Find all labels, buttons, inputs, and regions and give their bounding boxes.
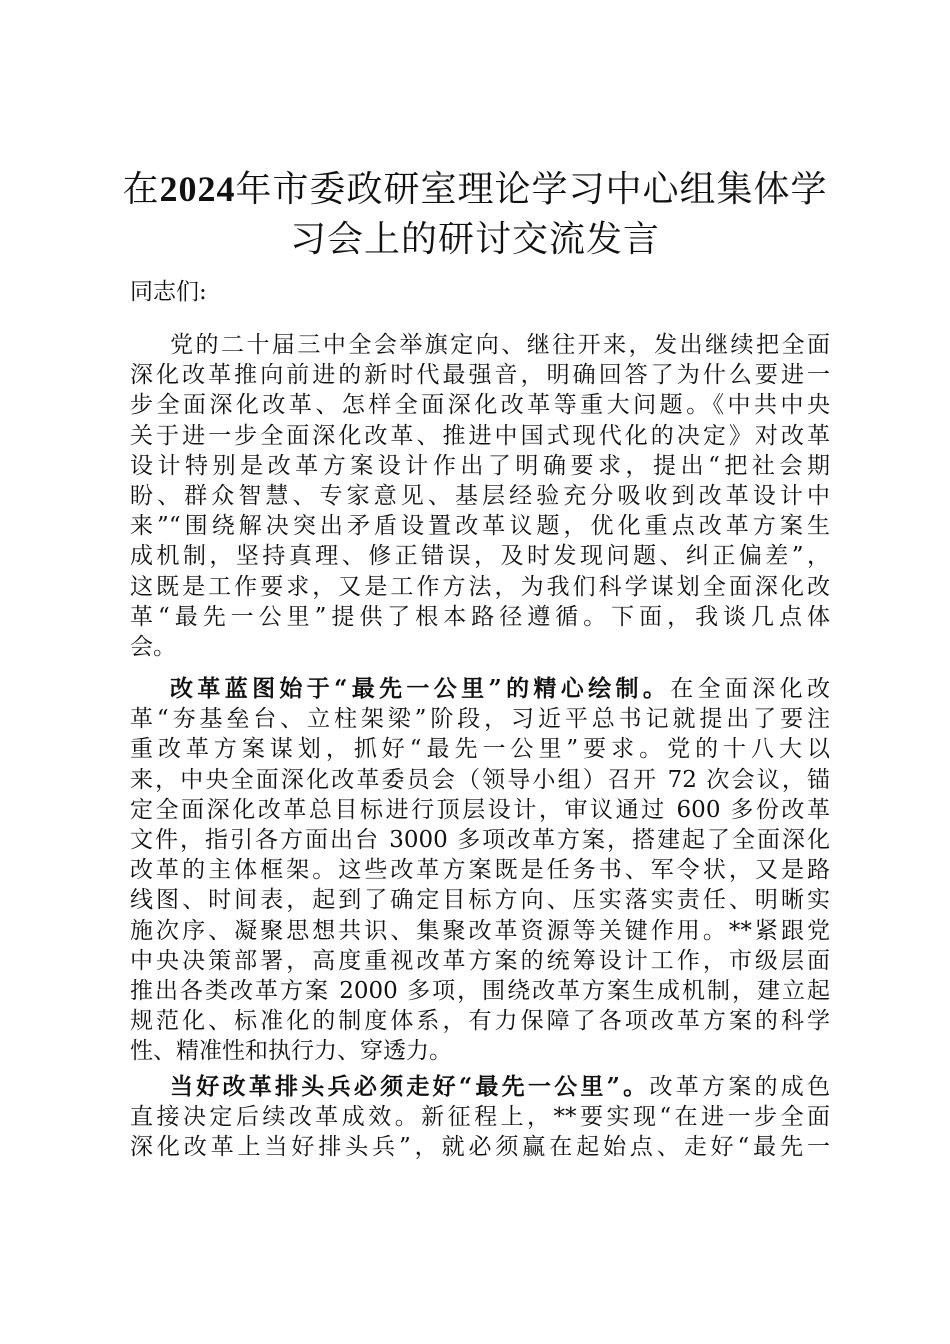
paragraph-3-first-rest: 改革方案的成色 bbox=[649, 1074, 831, 1100]
paragraph-1-line: 关于进一步全面深化改革、推进中国式现代化的决定》对改革 bbox=[130, 422, 830, 449]
title-prefix: 在 bbox=[122, 169, 160, 210]
paragraph-1-line: 设计特别是改革方案设计作出了明确要求，提出“把社会期 bbox=[130, 452, 830, 479]
paragraph-2-line: 革“夯基垒台、立柱架梁”阶段，习近平总书记就提出了要注 bbox=[130, 706, 830, 733]
paragraph-2-heading: 改革蓝图始于“最先一公里”的精心绘制。 bbox=[170, 675, 671, 702]
title-year: 2024 bbox=[159, 169, 236, 209]
paragraph-2-line: 重改革方案谋划，抓好“最先一公里”要求。党的十八大以 bbox=[130, 736, 830, 763]
paragraph-2-line: 性、精准性和执行力、穿透力。 bbox=[130, 1038, 452, 1065]
paragraph-3-line: 深化改革上当好排头兵”，就必须赢在起始点、走好“最先一 bbox=[130, 1134, 830, 1161]
paragraph-1-line: 党的二十届三中全会举旗定向、继往开来，发出继续把全面 bbox=[170, 332, 830, 358]
paragraph-1-line: 这既是工作要求，又是工作方法，为我们科学谋划全面深化改 bbox=[130, 573, 830, 600]
paragraph-2-line: 规范化、标准化的制度体系，有力保障了各项改革方案的科学 bbox=[130, 1008, 830, 1035]
paragraph-2-line: 文件，指引各方面出台 3000 多项改革方案，搭建起了全面深化 bbox=[130, 826, 830, 853]
title-suffix: 年市委政研室理论学习中心组集体学 bbox=[235, 169, 828, 210]
paragraph-1-line: 来”“围绕解决突出矛盾设置改革议题，优化重点改革方案生 bbox=[130, 513, 830, 540]
paragraph-2 bbox=[130, 674, 830, 1066]
paragraph-3-heading: 当好改革排头兵必须走好“最先一公里”。 bbox=[170, 1073, 650, 1100]
paragraph-1-line: 会。 bbox=[130, 633, 176, 660]
paragraph-1-line: 深化改革推向前进的新时代最强音，明确回答了为什么要进一 bbox=[130, 362, 830, 389]
paragraph-2-line: 改革的主体框架。这些改革方案既是任务书、军令状，又是路 bbox=[130, 857, 830, 884]
paragraph-2-line: 线图、时间表，起到了确定目标方向、压实落实责任、明晰实 bbox=[130, 887, 830, 914]
paragraph-1-line: 盼、群众智慧、专家意见、基层经验充分吸收到改革设计中 bbox=[130, 482, 830, 509]
paragraph-2-first-rest: 在全面深化改 bbox=[670, 676, 830, 702]
paragraph-1-line: 成机制，坚持真理、修正错误，及时发现问题、纠正偏差”， bbox=[130, 543, 830, 570]
paragraph-1 bbox=[130, 330, 830, 662]
salutation: 同志们: bbox=[130, 279, 207, 305]
paragraph-1-line: 步全面深化改革、怎样全面深化改革等重大问题。《中共中央 bbox=[130, 392, 830, 419]
paragraph-2-line: 来，中央全面深化改革委员会（领导小组）召开 72 次会议，锚 bbox=[130, 766, 830, 793]
paragraph-2-first-line bbox=[130, 674, 830, 704]
paragraph-3-line: 直接决定后续改革成效。新征程上，**要实现“在进一步全面 bbox=[130, 1104, 830, 1131]
document-title bbox=[120, 164, 830, 265]
paragraph-2-line: 定全面深化改革总目标进行顶层设计，审议通过 600 多份改革 bbox=[130, 796, 830, 823]
paragraph-1-line: 革“最先一公里”提供了根本路径遵循。下面，我谈几点体 bbox=[130, 603, 830, 630]
paragraph-3 bbox=[130, 1072, 830, 1163]
paragraph-3-first-line bbox=[130, 1072, 830, 1102]
paragraph-2-line: 施次序、凝聚思想共识、集聚改革资源等关键作用。**紧跟党 bbox=[130, 917, 830, 944]
title-line-1 bbox=[120, 164, 830, 215]
title-line-2: 习会上的研讨交流发言 bbox=[289, 219, 660, 260]
paragraph-2-line: 推出各类改革方案 2000 多项，围绕改革方案生成机制，建立起 bbox=[130, 977, 830, 1004]
paragraph-2-line: 中央决策部署，高度重视改革方案的统筹设计工作，市级层面 bbox=[130, 947, 830, 974]
